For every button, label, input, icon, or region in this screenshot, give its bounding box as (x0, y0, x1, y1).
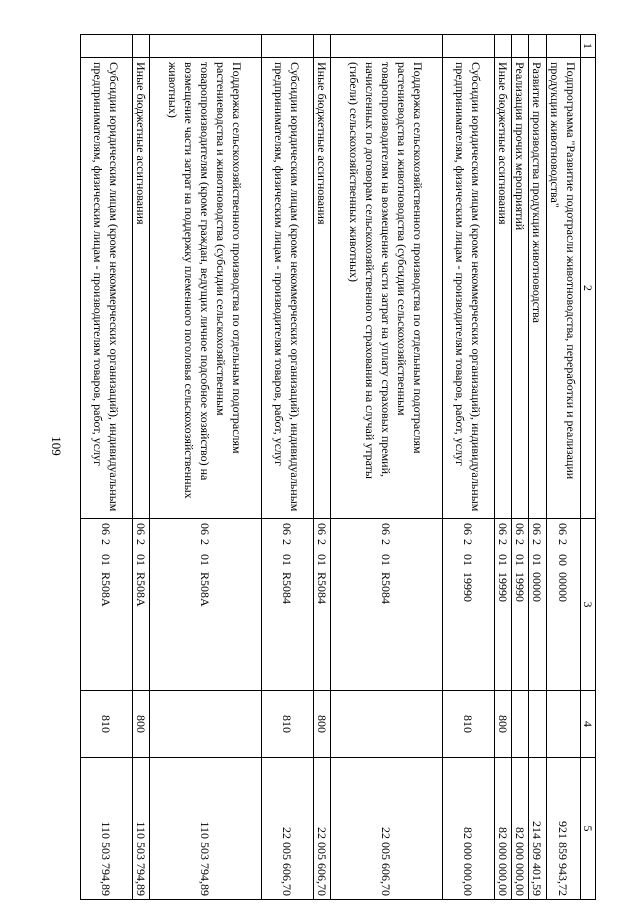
code-part: 2 (496, 539, 510, 545)
code-part: 01 (198, 554, 213, 566)
code-part: 01 (379, 554, 394, 566)
classification-code-cell (331, 519, 443, 691)
code-part: 01 (496, 554, 510, 566)
code-part: 2 (99, 539, 114, 545)
amount-cell: 921 859 943,72 (547, 758, 581, 900)
amount-cell: 82 000 000,00 (443, 758, 495, 900)
amount-cell: 82 000 000,00 (512, 758, 529, 900)
budget-table (80, 34, 596, 900)
code-part: 06 (461, 523, 476, 535)
amount-cell: 110 503 794,89 (81, 758, 133, 900)
column-header: 1 (581, 35, 596, 58)
code-part: 06 (315, 523, 329, 535)
code-part: 19990 (496, 572, 510, 602)
budget-table-body (81, 35, 596, 900)
code-part: 00000 (556, 572, 571, 602)
table-row (150, 35, 262, 900)
expense-type-cell (512, 691, 529, 758)
item-name-cell: Иные бюджетные ассигнования (314, 58, 331, 519)
code-part: 2 (513, 539, 527, 545)
amount-cell: 22 005 606,70 (262, 758, 314, 900)
classification-code-cell (314, 519, 331, 691)
column-header: 3 (581, 519, 596, 691)
expense-type-cell: 800 (495, 691, 512, 758)
row-number-cell (133, 35, 150, 58)
code-part: 01 (99, 554, 114, 566)
item-name-cell: Подпрограмма "Развитие подотрасли животноводства, переработки и реализации продукции животноводства" (547, 58, 581, 519)
amount-cell: 110 503 794,89 (133, 758, 150, 900)
amount-cell: 82 000 000,00 (495, 758, 512, 900)
code-part: 00000 (530, 572, 545, 602)
table-row (133, 35, 150, 900)
expense-type-cell: 800 (314, 691, 331, 758)
code-part: 01 (461, 554, 476, 566)
classification-code-cell (512, 519, 529, 691)
table-row (529, 35, 547, 900)
code-part: R508A (99, 572, 114, 607)
table-row (331, 35, 443, 900)
table-row (512, 35, 529, 900)
item-name-cell: Поддержка сельскохозяйственного производства по отдельным подотраслям растениеводства и животноводства (субсидии сельскохозяйственным товаропроизводителям на возмещение части затрат на уплату страховых премий, начисленных по договорам сельскохозяйственного страхования на случай утраты (гибели) сельскохозяйственных животных) (331, 58, 443, 519)
page-number: 109 (49, 436, 64, 456)
code-part: 2 (134, 539, 148, 545)
table-row (81, 35, 133, 900)
item-name-cell: Иные бюджетные ассигнования (133, 58, 150, 519)
code-part: R5084 (379, 572, 394, 605)
classification-code-cell (81, 519, 133, 691)
code-part: 2 (280, 539, 295, 545)
code-part: 2 (461, 539, 476, 545)
item-name-cell: Субсидии юридическим лицам (кроме некоммерческих организаций), индивидуальным предпринимателям, физическим лицам - производителям товаров, работ, услуг (443, 58, 495, 519)
code-part: 2 (315, 539, 329, 545)
item-name-cell: Иные бюджетные ассигнования (495, 58, 512, 519)
rotated-page-content (63, 34, 596, 899)
amount-cell: 214 509 401,59 (529, 758, 547, 900)
column-header: 4 (581, 691, 596, 758)
code-part: 2 (198, 539, 213, 545)
code-part: R508A (134, 572, 148, 607)
expense-type-cell: 810 (443, 691, 495, 758)
expense-type-cell: 800 (133, 691, 150, 758)
classification-code-cell (443, 519, 495, 691)
code-part: 06 (556, 523, 571, 535)
code-part: R5084 (315, 572, 329, 605)
row-number-cell (512, 35, 529, 58)
classification-code-cell (262, 519, 314, 691)
code-part: 01 (530, 554, 545, 566)
code-part: 01 (513, 554, 527, 566)
item-name-cell: Субсидии юридическим лицам (кроме некоммерческих организаций), индивидуальным предпринимателям, физическим лицам - производителям товаров, работ, услуг (81, 58, 133, 519)
row-number-cell (150, 35, 262, 58)
code-part: 06 (496, 523, 510, 535)
expense-type-cell: 810 (81, 691, 133, 758)
code-part: 06 (379, 523, 394, 535)
expense-type-cell (150, 691, 262, 758)
classification-code-cell (133, 519, 150, 691)
amount-cell: 22 005 606,70 (314, 758, 331, 900)
code-part: 06 (198, 523, 213, 535)
row-number-cell (529, 35, 547, 58)
code-part: 01 (315, 554, 329, 566)
amount-cell: 22 005 606,70 (331, 758, 443, 900)
table-row (262, 35, 314, 900)
code-part: 06 (134, 523, 148, 535)
classification-code-cell (529, 519, 547, 691)
code-part: 2 (530, 539, 545, 545)
code-part: 00 (556, 554, 571, 566)
item-name-cell: Реализация прочих мероприятий (512, 58, 529, 519)
item-name-cell: Поддержка сельскохозяйственного производства по отдельным подотраслям растениеводства и животноводства (субсидии сельскохозяйственным товаропроизводителям (кроме граждан, ведущих личное подсобное хозяйство) на возмещение части затрат на поддержку племенного поголовья сельскохозяйственных животных) (150, 58, 262, 519)
code-part: 19990 (461, 572, 476, 602)
code-part: 06 (280, 523, 295, 535)
expense-type-cell (529, 691, 547, 758)
classification-code-cell (150, 519, 262, 691)
table-row (443, 35, 495, 900)
code-part: 2 (556, 539, 571, 545)
row-number-cell (262, 35, 314, 58)
code-part: 06 (99, 523, 114, 535)
row-number-cell (331, 35, 443, 58)
code-part: R508A (198, 572, 213, 607)
row-number-cell (547, 35, 581, 58)
expense-type-cell (547, 691, 581, 758)
expense-type-cell (331, 691, 443, 758)
row-number-cell (314, 35, 331, 58)
item-name-cell: Развитие производства продукции животноводства (529, 58, 547, 519)
code-part: 01 (280, 554, 295, 566)
column-number-row (581, 35, 596, 900)
code-part: 06 (530, 523, 545, 535)
code-part: 2 (379, 539, 394, 545)
table-row (314, 35, 331, 900)
row-number-cell (495, 35, 512, 58)
code-part: 19990 (513, 572, 527, 602)
code-part: R5084 (280, 572, 295, 605)
amount-cell: 110 503 794,89 (150, 758, 262, 900)
table-row (495, 35, 512, 900)
row-number-cell (81, 35, 133, 58)
column-header: 5 (581, 758, 596, 900)
item-name-cell: Субсидии юридическим лицам (кроме некоммерческих организаций), индивидуальным предпринимателям, физическим лицам - производителям товаров, работ, услуг (262, 58, 314, 519)
code-part: 06 (513, 523, 527, 535)
table-row (547, 35, 581, 900)
expense-type-cell: 810 (262, 691, 314, 758)
row-number-cell (443, 35, 495, 58)
classification-code-cell (495, 519, 512, 691)
column-header: 2 (581, 58, 596, 519)
classification-code-cell (547, 519, 581, 691)
code-part: 01 (134, 554, 148, 566)
